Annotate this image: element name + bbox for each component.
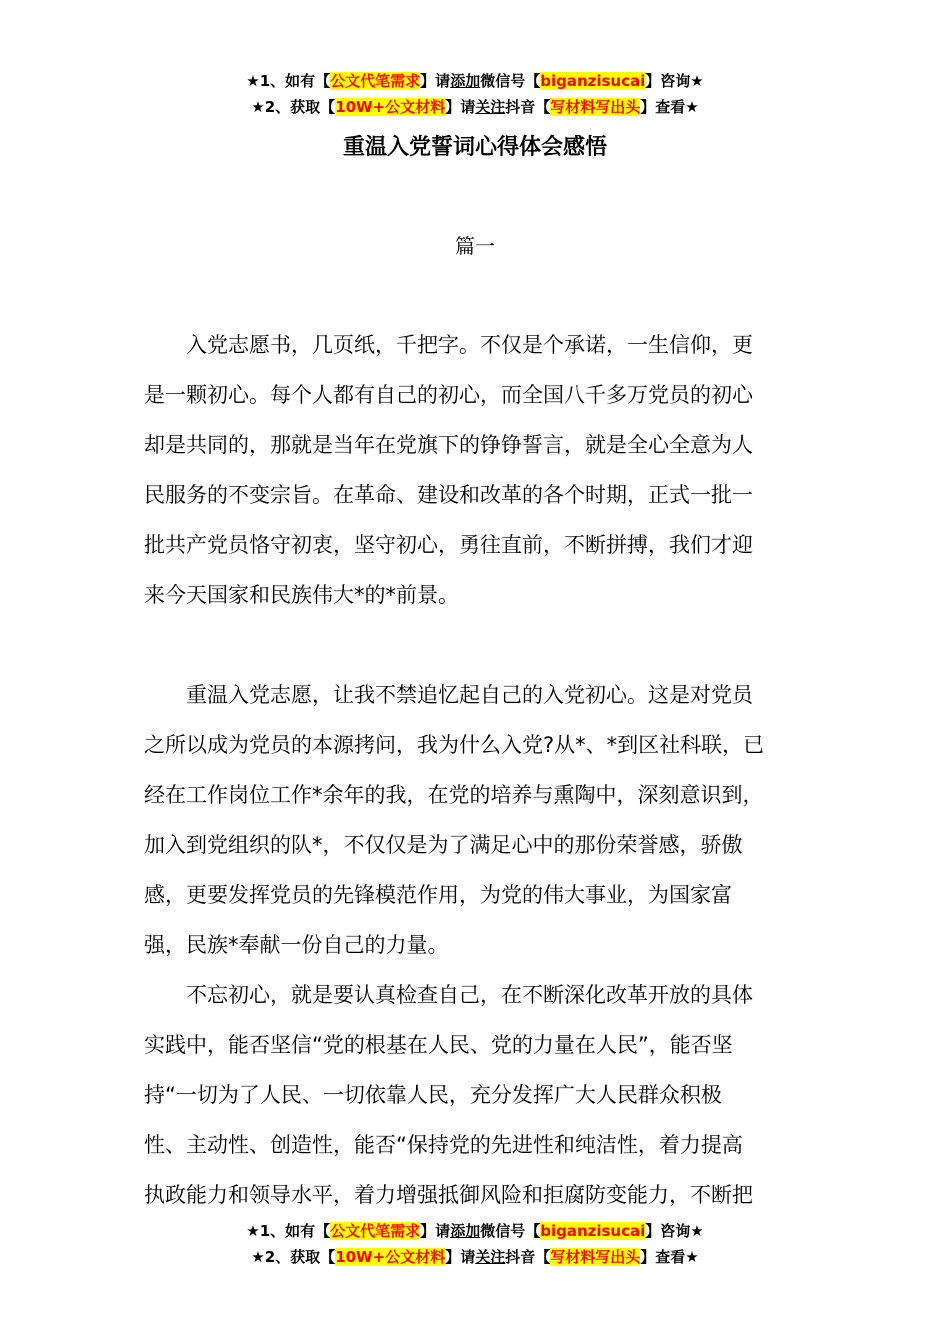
ad-text: ★1、如有【 bbox=[246, 1222, 331, 1240]
ad-underline: 关注 bbox=[475, 1248, 506, 1266]
body-line: 入党志愿书，几页纸，千把字。不仅是个承诺，一生信仰，更 bbox=[144, 333, 753, 357]
document-title: 重温入党誓词心得体会感悟 bbox=[342, 135, 607, 160]
body-line: 之所以成为党员的本源拷问，我为什么入党?从*、*到区社科联，已 bbox=[144, 733, 765, 757]
body-line: 加入到党组织的队*，不仅仅是为了满足心中的那份荣誉感，骄傲 bbox=[144, 833, 743, 857]
ad-text: 】请 bbox=[420, 1222, 451, 1240]
ad-line-2 bbox=[0, 94, 950, 120]
body-line: 感，更要发挥党员的先锋模范作用，为党的伟大事业，为国家富 bbox=[144, 883, 732, 907]
body-line: 却是共同的，那就是当年在党旗下的铮铮誓言，就是全心全意为人 bbox=[144, 433, 753, 457]
ad-highlight: 10W+公文材料 bbox=[335, 98, 446, 116]
ad-highlight: 公文代笔需求 bbox=[330, 1222, 421, 1240]
ad-text: 抖音【 bbox=[505, 1248, 551, 1266]
ad-highlight: 写材料写出头 bbox=[550, 1248, 641, 1266]
body-line: 重温入党志愿，让我不禁追忆起自己的入党初心。这是对党员 bbox=[144, 683, 753, 707]
ad-line-1 bbox=[0, 68, 950, 94]
ad-line-2 bbox=[0, 1244, 950, 1270]
body-line: 来今天国家和民族伟大*的*前景。 bbox=[144, 583, 459, 607]
body-line: 性、主动性、创造性，能否“保持党的先进性和纯洁性，着力提高 bbox=[144, 1133, 743, 1157]
ad-highlight: 写材料写出头 bbox=[550, 98, 641, 116]
ad-text: 微信号【 bbox=[480, 72, 541, 90]
ad-text: 】查看★ bbox=[640, 98, 699, 116]
ad-text: 抖音【 bbox=[505, 98, 551, 116]
body-line: 实践中，能否坚信“党的根基在人民、党的力量在人民”，能否坚 bbox=[144, 1033, 733, 1057]
ad-text: 】咨询★ bbox=[645, 72, 704, 90]
header-ad-banner bbox=[0, 68, 950, 120]
body-line: 是一颗初心。每个人都有自己的初心，而全国八千多万党员的初心 bbox=[144, 383, 753, 407]
ad-text: ★1、如有【 bbox=[246, 72, 331, 90]
body-line: 经在工作岗位工作*余年的我，在党的培养与熏陶中，深刻意识到， bbox=[144, 783, 764, 807]
ad-highlight: 公文代笔需求 bbox=[330, 72, 421, 90]
ad-text: 微信号【 bbox=[480, 1222, 541, 1240]
ad-text: ★2、获取【 bbox=[251, 98, 336, 116]
ad-highlight: biganzisucai bbox=[540, 1222, 646, 1240]
ad-line-1 bbox=[0, 1218, 950, 1244]
body-line: 民服务的不变宗旨。在革命、建设和改革的各个时期，正式一批一 bbox=[144, 483, 753, 507]
ad-text: 】咨询★ bbox=[645, 1222, 704, 1240]
body-line: 强，民族*奉献一份自己的力量。 bbox=[144, 933, 449, 957]
ad-text: 】查看★ bbox=[640, 1248, 699, 1266]
ad-underline: 添加 bbox=[450, 72, 481, 90]
footer-ad-banner bbox=[0, 1218, 950, 1270]
body-line: 不忘初心，就是要认真检查自己，在不断深化改革开放的具体 bbox=[144, 983, 753, 1007]
ad-underline: 添加 bbox=[450, 1222, 481, 1240]
ad-underline: 关注 bbox=[475, 98, 506, 116]
ad-text: 】请 bbox=[420, 72, 451, 90]
body-line: 持“一切为了人民、一切依靠人民，充分发挥广大人民群众积极 bbox=[144, 1083, 722, 1107]
ad-text: 】请 bbox=[445, 98, 476, 116]
ad-highlight: biganzisucai bbox=[540, 72, 646, 90]
ad-highlight: 10W+公文材料 bbox=[335, 1248, 446, 1266]
body-line: 执政能力和领导水平，着力增强抵御风险和拒腐防变能力，不断把 bbox=[144, 1183, 753, 1207]
ad-text: 】请 bbox=[445, 1248, 476, 1266]
body-line: 批共产党员恪守初衷，坚守初心，勇往直前，不断拼搏，我们才迎 bbox=[144, 533, 753, 557]
section-heading: 篇一 bbox=[455, 234, 495, 258]
ad-text: ★2、获取【 bbox=[251, 1248, 336, 1266]
